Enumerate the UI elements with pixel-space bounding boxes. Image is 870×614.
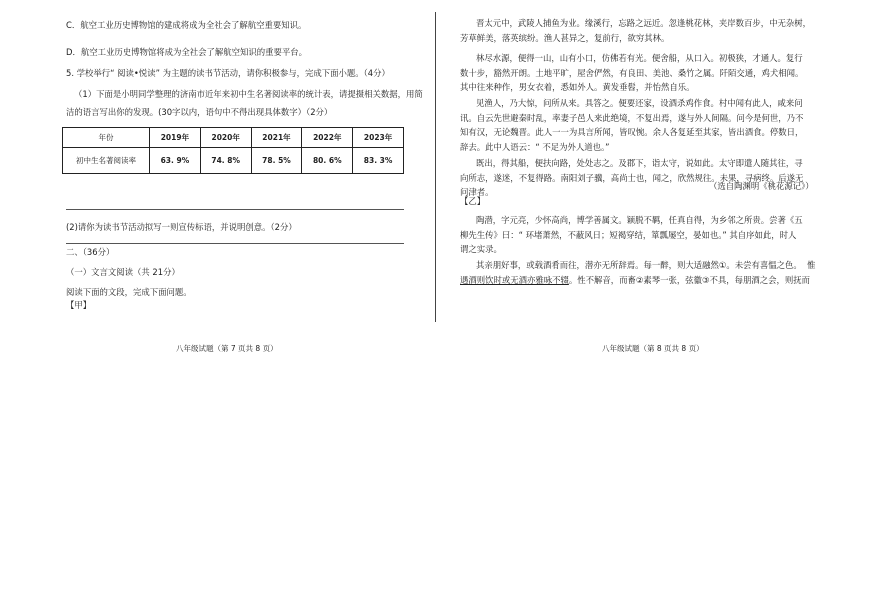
passage-line: 问津者。 [460,187,494,197]
underlined-sentence: 遇酒则饮时或无酒亦雅咏不辍 [460,274,569,285]
table-header-cell: 2019年 [150,128,201,148]
table-row [63,148,404,174]
passage-line: 既出，得其船，便扶向路，处处志之。及郡下，诣太守，说如此。太守即遣人随其往，寻 [476,158,803,168]
question-5-1-line2: 洁的语言写出你的发现。(30字以内，语句中不得出现具体数字）（2分） [66,107,333,117]
passage-paragraph [460,96,803,154]
table-row-label: 初中生名著阅读率 [63,148,150,174]
option-d: D．航空工业历史博物馆将成为全社会了解航空知识的重要平台。 [66,47,307,57]
passage-text: 。性不解音，而畜②素琴一张，弦徽③不具，每朋酒之会，则抚而 [568,274,811,285]
passage-line: 谓之实录。 [460,244,502,254]
passage-line: 向所志，遂迷，不复得路。南阳刘子骥，高尚士也，闻之，欣然规往。未果，寻病终。后遂无 [460,172,804,183]
table-header-row [63,128,404,148]
jia-label: 【甲】 [66,300,92,310]
table-cell: 74. 8% [200,148,251,174]
passage-paragraph [460,258,815,287]
option-c: C．航空工业历史博物馆的建成将成为全社会了解航空重要知识。 [66,20,307,30]
question-5-2: (2)请你为读书节活动拟写一则宣传标语，并说明创意。（2分） [66,222,297,232]
table-header-cell: 2023年 [353,128,404,148]
table-header-cell: 2020年 [200,128,251,148]
section-two-heading: 二、（36分） [66,247,115,257]
right-page [436,0,870,614]
answer-line [66,243,404,244]
reading-rate-table [62,127,404,174]
question-5-heading: 5. 学校举行“ 阅读•悦读” 为主题的读书节活动，请你积极参与，完成下面小题。（4分） [66,68,390,78]
yi-label: 【乙】 [460,196,486,206]
reading-instruction: 阅读下面的文段，完成下面问题。 [66,287,192,297]
passage-line: 知有汉，无论魏晋。此人一一为具言所闻，皆叹惋。余人各复延至其家，皆出酒食。停数日， [460,127,804,137]
passage-line: 晋太元中，武陵人捕鱼为业。缘溪行，忘路之远近。忽逢桃花林，夹岸数百步，中无杂树， [476,18,811,28]
passage-line [460,258,815,273]
passage-line: 数十步，豁然开朗。土地平旷，屋舍俨然，有良田、美池、桑竹之属。阡陌交通，鸡犬相闻。 [460,67,804,78]
passage-paragraph [460,16,811,45]
passage-line: 见渔人，乃大惊，问所从来。具答之。便要还家，设酒杀鸡作食。村中闻有此人，咸来问 [476,98,803,108]
page-footer: 八年级试题（第 8 页共 8 页） [602,344,704,353]
answer-line [66,209,404,210]
subsection-one-heading: （一）文言文阅读（共 21分） [66,267,180,277]
passage-line: 其中往来种作，男女衣着，悉如外人。黄发垂髫，并怡然自乐。 [460,82,695,92]
table-cell: 63. 9% [150,148,201,174]
passage-paragraph [460,213,803,257]
passage-line: 芳草鲜美，落英缤纷。渔人甚异之，复前行，欲穷其林。 [460,32,670,43]
table-cell: 80. 6% [302,148,353,174]
passage-line: 林尽水源，便得一山，山有小口，仿佛若有光。便舍船，从口入。初极狭，才通人。复行 [476,53,803,63]
passage-line: 辞去。此中人语云：“ 不足为外人道也。” [460,141,610,152]
passage-paragraph [460,156,803,200]
passage-text: 惟 [807,260,816,270]
table-header-cell: 2022年 [302,128,353,148]
passage-line [460,273,815,288]
passage-line: 柳先生传》曰：“ 环堵萧然，不蔽风日；短褐穿结，箪瓢屡空，晏如也。” 其自序如此，时人 [460,229,797,240]
passage-paragraph [460,51,803,95]
passage-line: 陶潜，字元亮，少怀高尚，博学善属文。颖脱不羁，任真自得，为乡邻之所贵。尝著《五 [476,215,803,225]
table-cell: 78. 5% [251,148,302,174]
passage-source: （选自陶渊明《桃花源记》） [709,181,814,191]
table-header-cell: 2021年 [251,128,302,148]
table-header-cell: 年份 [63,128,150,148]
question-5-1-line1: （1）下面是小明同学整理的济南市近年来初中生名著阅读率的统计表，请提摄相关数据，用简 [74,89,423,99]
page-footer: 八年级试题（第 7 页共 8 页） [176,344,278,353]
passage-text: 其亲朋好事，或载酒肴而往，潜亦无所辞焉。每一醉，则大适融然①。未尝有喜愠之色。 [476,260,802,270]
table-cell: 83. 3% [353,148,404,174]
passage-line: 讯。自云先世避秦时乱，率妻子邑人来此绝境，不复出焉，遂与外人间隔。问今是何世，乃不 [460,112,804,123]
